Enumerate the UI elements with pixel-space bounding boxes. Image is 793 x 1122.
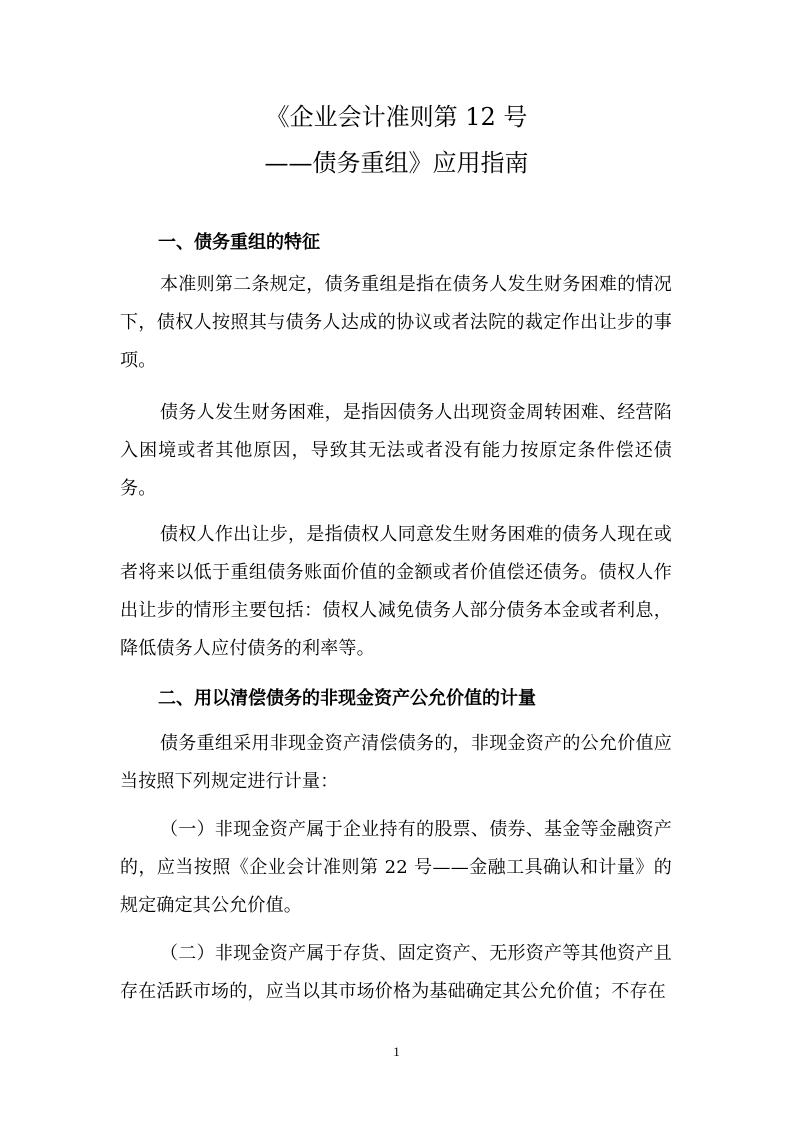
section-heading-1: 一、债务重组的特征: [158, 232, 320, 253]
document-title-line-2: ——债务重组》应用指南: [264, 149, 529, 177]
paragraph: 债务人发生财务困难，是指因债务人出现资金周转困难、经营陷入困境或者其他原因，导致其无法或者没有能力按原定条件偿还债务。: [120, 402, 672, 499]
paragraph: 债务重组采用非现金资产清偿债务的，非现金资产的公允价值应当按照下列规定进行计量：: [120, 733, 672, 792]
paragraph: 本准则第二条规定，债务重组是指在债务人发生财务困难的情况下，债权人按照其与债务人达成的协议或者法院的裁定作出让步的事项。: [120, 274, 672, 371]
page-number: 1: [393, 1044, 400, 1059]
paragraph: （二）非现金资产属于存货、固定资产、无形资产等其他资产且存在活跃市场的，应当以其市场价格为基础确定其公允价值；不存在: [120, 943, 672, 1002]
paragraph: 债权人作出让步，是指债权人同意发生财务困难的债务人现在或者将来以低于重组债务账面价值的金额或者价值偿还债务。债权人作出让步的情形主要包括：债权人减免债务人部分债务本金或者利息，降低债务人应付债务的利率等。: [120, 524, 672, 659]
paragraph: （一）非现金资产属于企业持有的股票、债券、基金等金融资产的，应当按照《企业会计准则第 22 号——金融工具确认和计量》的规定确定其公允价值。: [120, 819, 672, 916]
section-heading-2: 二、用以清偿债务的非现金资产公允价值的计量: [158, 688, 536, 709]
document-title-line-1: 《企业会计准则第 12 号: [265, 103, 528, 131]
